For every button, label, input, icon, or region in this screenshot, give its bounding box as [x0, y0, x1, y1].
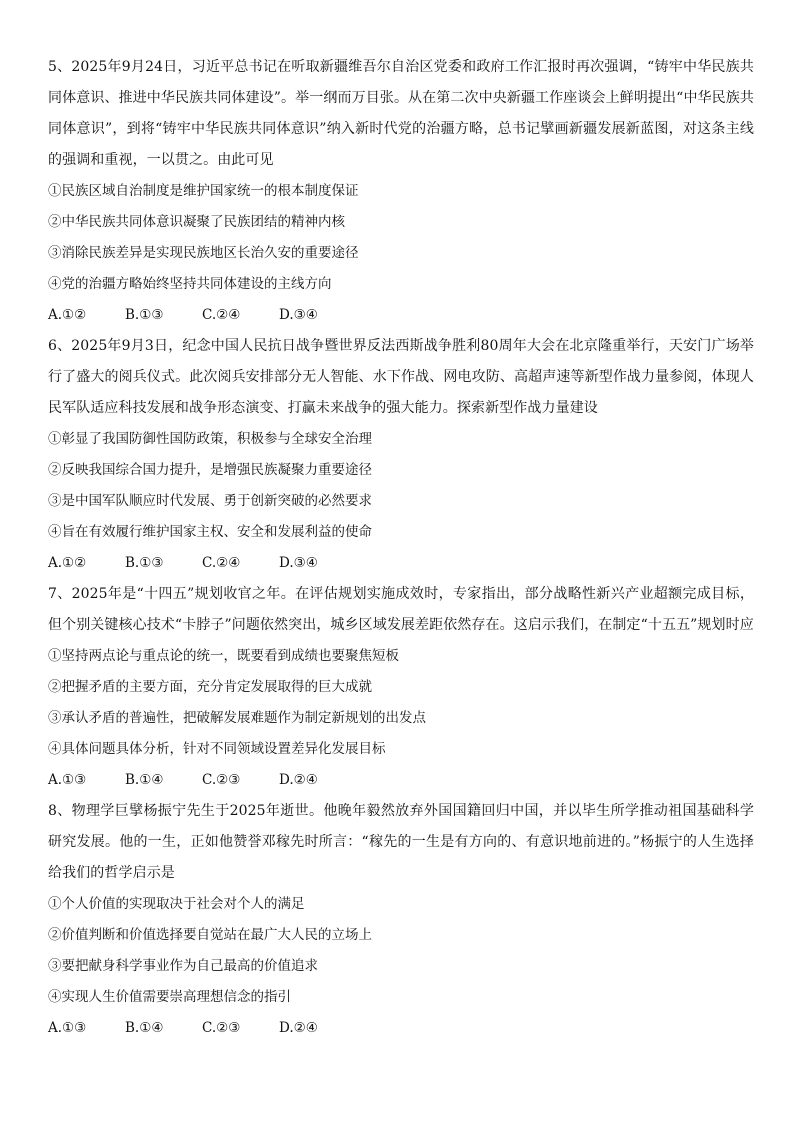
question-stem: 5、2025年9月24日，习近平总书记在听取新疆维吾尔自治区党委和政府工作汇报时再次强调，“铸牢中华民族共同体意识、推进中华民族共同体建设”。举一纲而万目张。从在第二次中央新疆工作座谈会上鲜明提出“中华民族共同体意识”，到将“铸牢中华民族共同体意识”纳入新时代党的治疆方略，总书记擘画新疆发展新蓝图，对这条主线的强调和重视，一以贯之。由此可见 [48, 59, 754, 168]
answer-choices [48, 300, 754, 331]
question-5 [48, 52, 754, 331]
option-3: ③承认矛盾的普遍性，把破解发展难题作为制定新规划的出发点 [48, 710, 426, 726]
option-1: ①个人价值的实现取决于社会对个人的满足 [48, 896, 305, 912]
option-2: ②把握矛盾的主要方面，充分肯定发展取得的巨大成就 [48, 679, 372, 695]
answer-a: A.①③ [48, 1020, 87, 1036]
question-stem: 6、2025年9月3日，纪念中国人民抗日战争暨世界反法西斯战争胜利80周年大会在北京隆重举行，天安门广场举行了盛大的阅兵仪式。此次阅兵安排部分无人智能、水下作战、网电攻防、高超声速等新型作战力量参阅，体现人民军队适应科技发展和战争形态演变、打赢未来战争的强大能力。探索新型作战力量建设 [48, 338, 754, 416]
answer-c: C.②③ [202, 1020, 241, 1036]
answer-choices [48, 548, 754, 579]
question-8 [48, 796, 754, 1044]
answer-choices [48, 1013, 754, 1044]
question-6 [48, 331, 754, 579]
option-1: ①民族区域自治制度是维护国家统一的根本制度保证 [48, 183, 359, 199]
answer-b: B.①④ [125, 772, 164, 788]
answer-b: B.①④ [125, 1020, 164, 1036]
option-4: ④旨在有效履行维护国家主权、安全和发展利益的使命 [48, 524, 372, 540]
answer-c: C.②③ [202, 772, 241, 788]
option-2: ②中华民族共同体意识凝聚了民族团结的精神内核 [48, 214, 345, 230]
question-stem: 7、2025年是“十四五”规划收官之年。在评估规划实施成效时，专家指出，部分战略性新兴产业超额完成目标，但个别关键核心技术“卡脖子”问题依然突出，城乡区域发展差距依然存在。这启示我们，在制定“十五五”规划时应 [48, 586, 754, 633]
option-2: ②价值判断和价值选择要自觉站在最广大人民的立场上 [48, 927, 372, 943]
question-stem: 8、物理学巨擘杨振宁先生于2025年逝世。他晚年毅然放弃外国国籍回归中国，并以毕生所学推动祖国基础科学研究发展。他的一生，正如他赞誉邓稼先时所言：“稼先的一生是有方向的、有意识地前进的。”杨振宁的人生选择给我们的哲学启示是 [48, 803, 754, 881]
question-7 [48, 579, 754, 796]
answer-d: D.②④ [279, 772, 318, 788]
option-3: ③要把献身科学事业作为自己最高的价值追求 [48, 958, 318, 974]
option-1: ①彰显了我国防御性国防政策，积极参与全球安全治理 [48, 431, 372, 447]
answer-d: D.③④ [279, 307, 318, 323]
answer-d: D.③④ [279, 555, 318, 571]
answer-a: A.①③ [48, 772, 87, 788]
answer-b: B.①③ [125, 555, 164, 571]
answer-c: C.②④ [202, 555, 241, 571]
option-1: ①坚持两点论与重点论的统一，既要看到成绩也要聚焦短板 [48, 648, 399, 664]
answer-a: A.①② [48, 555, 87, 571]
answer-d: D.②④ [279, 1020, 318, 1036]
option-4: ④实现人生价值需要崇高理想信念的指引 [48, 989, 291, 1005]
answer-a: A.①② [48, 307, 87, 323]
exam-page [48, 52, 754, 1044]
option-3: ③是中国军队顺应时代发展、勇于创新突破的必然要求 [48, 493, 372, 509]
answer-choices [48, 765, 754, 796]
answer-b: B.①③ [125, 307, 164, 323]
option-4: ④党的治疆方略始终坚持共同体建设的主线方向 [48, 276, 332, 292]
option-2: ②反映我国综合国力提升，是增强民族凝聚力重要途径 [48, 462, 372, 478]
answer-c: C.②④ [202, 307, 241, 323]
option-3: ③消除民族差异是实现民族地区长治久安的重要途径 [48, 245, 359, 261]
option-4: ④具体问题具体分析，针对不同领域设置差异化发展目标 [48, 741, 386, 757]
